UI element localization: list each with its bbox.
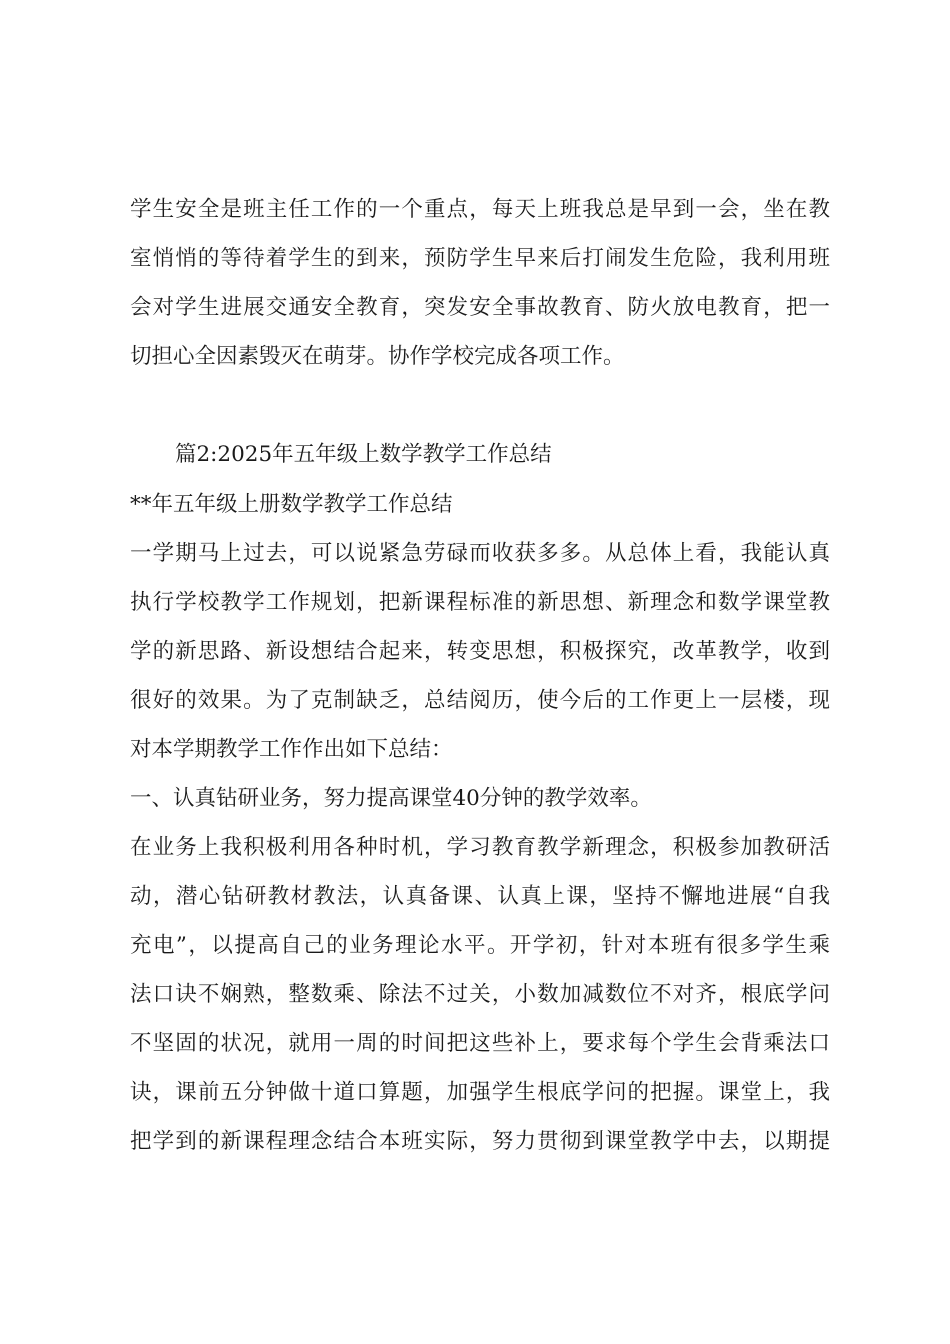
text-line: 动，潜心钻研教材教法，认真备课、认真上课，坚持不懈地进展“自我: [130, 884, 830, 909]
text-line: 切担心全因素毁灭在萌芽。协作学校完成各项工作。: [130, 344, 625, 369]
text-line: 对本学期教学工作作出如下总结：: [130, 737, 453, 762]
math-summary-section: [130, 480, 830, 1166]
text-line: 会对学生进展交通安全教育，突发安全事故教育、防火放电教育，把一: [130, 295, 830, 320]
text-line: 学的新思路、新设想结合起来，转变思想，积极探究，改革教学，收到: [130, 639, 830, 664]
text-line: 不坚固的状况，就用一周的时间把这些补上，要求每个学生会背乘法口: [130, 1031, 830, 1056]
paragraph-student-safety: [130, 185, 830, 381]
text-line: 充电”，以提高自己的业务理论水平。开学初，针对本班有很多学生乘: [130, 933, 830, 958]
text-line: 一学期马上过去，可以说紧急劳碌而收获多多。从总体上看，我能认真: [130, 541, 830, 566]
chapter-heading: 篇2:2025年五年级上数学教学工作总结: [175, 442, 552, 467]
text-line: 学生安全是班主任工作的一个重点，每天上班我总是早到一会，坐在教: [130, 197, 830, 222]
text-line: 在业务上我积极利用各种时机，学习教育教学新理念，积极参加教研活: [130, 835, 830, 860]
text-line: 法口诀不娴熟，整数乘、除法不过关，小数加减数位不对齐，根底学问: [130, 982, 830, 1007]
text-line: 把学到的新课程理念结合本班实际，努力贯彻到课堂教学中去，以期提: [130, 1129, 830, 1154]
text-line: 诀，课前五分钟做十道口算题，加强学生根底学问的把握。课堂上，我: [130, 1080, 830, 1105]
text-line: 执行学校教学工作规划，把新课程标准的新思想、新理念和数学课堂教: [130, 590, 830, 615]
text-line: 很好的效果。为了克制缺乏，总结阅历，使今后的工作更上一层楼，现: [130, 688, 830, 713]
section-heading: 一、认真钻研业务，努力提高课堂40分钟的教学效率。: [130, 786, 652, 811]
document-subtitle: **年五年级上册数学教学工作总结: [130, 492, 453, 517]
text-line: 室悄悄的等待着学生的到来，预防学生早来后打闹发生危险，我利用班: [130, 246, 830, 271]
